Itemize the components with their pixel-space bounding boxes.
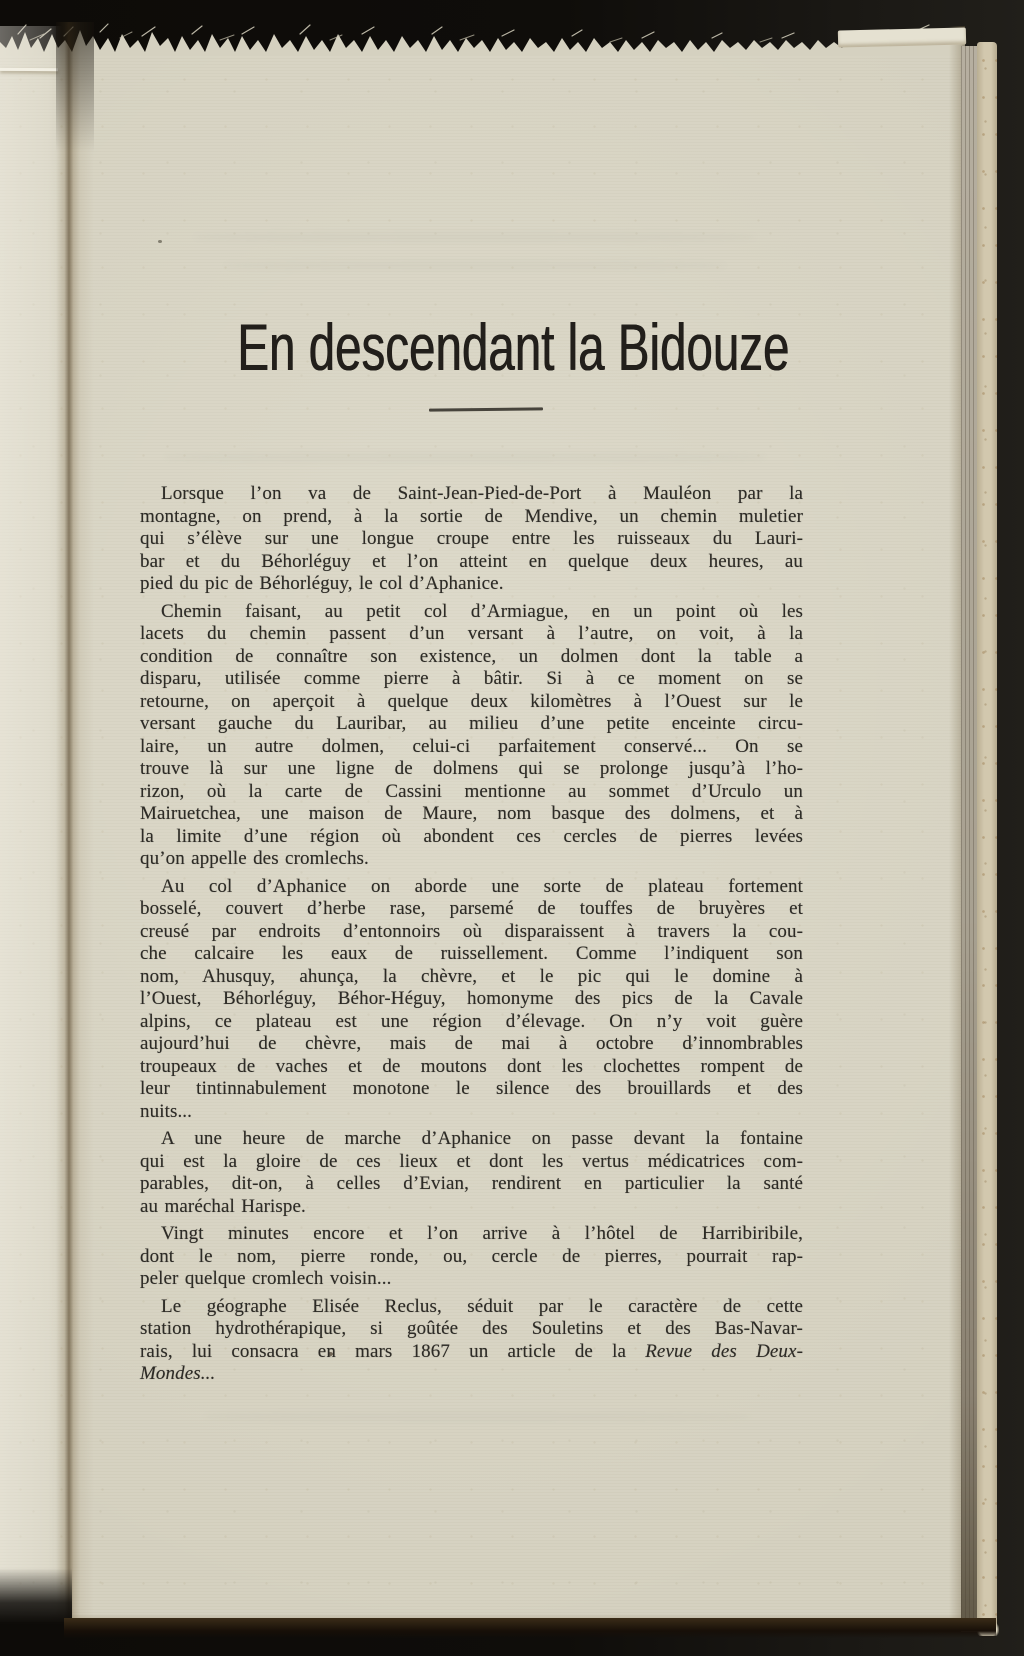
text-line <box>140 1151 803 1174</box>
text-line <box>140 758 803 781</box>
facing-page-crease <box>0 68 58 71</box>
text-segment: qui s’élève sur une longue croupe entre les ruisseaux du Lauri- <box>140 528 803 549</box>
text-line <box>140 966 803 989</box>
text-line <box>140 1341 803 1364</box>
page-behind-corner <box>838 27 966 47</box>
text-segment: station hydrothérapique, si goûtée des Souletins et des Bas-Navar- <box>140 1318 803 1339</box>
text-line <box>140 601 803 624</box>
text-segment: nuits... <box>140 1100 193 1122</box>
bottom-left-shadow <box>0 1568 72 1624</box>
text-line <box>140 623 803 646</box>
page-bottom-rim-shadow <box>64 1618 996 1638</box>
italic-text-segment: Mondes... <box>140 1363 216 1384</box>
text-segment: parables, dit-on, à celles d’Evian, rendirent en particulier la santé <box>140 1173 803 1194</box>
paragraph <box>140 601 803 871</box>
text-line <box>140 848 803 871</box>
text-line <box>140 1173 803 1196</box>
text-line <box>140 1318 803 1341</box>
text-line <box>140 506 803 529</box>
text-segment: Le géographe Elisée Reclus, séduit par le caractère de cette <box>161 1295 803 1317</box>
text-line <box>140 898 803 921</box>
page-content <box>140 56 804 1386</box>
text-segment: Mairuetchea, une maison de Maure, nom basque des dolmens, et à <box>140 803 803 824</box>
text-segment: Lorsque l’on va de Saint-Jean-Pied-de-Port à Mauléon par la <box>161 483 803 504</box>
text-segment: leur tintinnabulement monotone le silence des brouillards et des <box>140 1078 803 1099</box>
text-segment: A une heure de marche d’Aphanice on passe devant la fontaine <box>161 1128 803 1149</box>
text-segment: che calcaire les eaux de ruissellement. Comme l’indiquent son <box>140 943 803 964</box>
text-segment: peler quelque cromlech voisin... <box>140 1268 392 1289</box>
page-block-fore-edge-inner <box>961 46 978 1632</box>
text-line <box>140 573 803 596</box>
text-segment: retourne, on aperçoit à quelque deux kilomètres à l’Ouest sur le <box>140 690 803 712</box>
text-segment: alpins, ce plateau est une région d’élevage. On n’y voit guère <box>140 1010 803 1032</box>
text-segment: Chemin faisant, au petit col d’Armiague, en un point où les <box>161 600 803 622</box>
text-line <box>140 1196 803 1219</box>
text-segment: nom, Ahusquy, ahunça, la chèvre, et le pic qui le domine à <box>140 965 803 987</box>
text-line <box>140 826 803 849</box>
text-line <box>140 988 803 1011</box>
text-segment: lacets du chemin passent d’un versant à l’autre, on voit, à la <box>140 623 803 644</box>
text-line <box>140 551 803 574</box>
gutter-shadow <box>56 22 94 1622</box>
torn-paper-edge-top <box>0 22 965 56</box>
text-segment: qui est la gloire de ces lieux et dont les vertus médicatrices com- <box>140 1150 803 1172</box>
text-line <box>140 1363 803 1386</box>
page-title <box>130 310 804 384</box>
text-line <box>140 691 803 714</box>
text-line <box>140 781 803 804</box>
showthrough-smudge <box>205 1412 750 1421</box>
text-segment: disparu, utilisée comme pierre à bâtir. Si à ce moment on se <box>140 668 803 689</box>
text-line <box>140 1268 803 1291</box>
facing-page-surface <box>0 26 62 1622</box>
page-block-fore-edge-outer <box>977 42 997 1634</box>
text-segment: la limite d’une région où abondent ces cercles de pierres levées <box>140 825 803 847</box>
text-line <box>140 713 803 736</box>
text-segment: qu’on appelle des cromlechs. <box>140 848 369 869</box>
text-segment: l’Ouest, Béhorléguy, Béhor-Héguy, homonyme des pics de la Cavale <box>140 988 803 1009</box>
text-segment: pied du pic de Béhorléguy, le col d’Aphanice. <box>140 573 504 594</box>
text-line <box>140 1128 803 1151</box>
title-divider-rule <box>429 407 543 411</box>
text-line <box>140 943 803 966</box>
page-title-text: En descendant la Bidouze <box>237 310 790 384</box>
text-line <box>140 1078 803 1101</box>
text-segment: bosselé, couvert d’herbe rase, parsemé de touffes de bruyères et <box>140 898 803 919</box>
paragraph <box>140 483 803 596</box>
paragraph <box>140 1296 803 1386</box>
text-line <box>140 921 803 944</box>
paragraph <box>140 876 803 1124</box>
text-segment: Au col d’Aphanice on aborde une sorte de plateau fortement <box>161 875 803 897</box>
text-line <box>140 483 803 506</box>
book-page <box>0 56 965 1622</box>
text-segment: condition de connaître son existence, un dolmen dont la table a <box>140 645 803 667</box>
text-segment: trouve là sur une ligne de dolmens qui se prolonge jusqu’à l’ho- <box>140 758 803 779</box>
paragraph <box>140 1128 803 1218</box>
text-line <box>140 1056 803 1079</box>
text-segment: dont le nom, pierre ronde, ou, cercle de pierres, pourrait rap- <box>140 1245 803 1267</box>
text-segment: troupeaux de vaches et de moutons dont les clochettes rompent de <box>140 1055 803 1077</box>
text-segment: versant gauche du Lauribar, au milieu d’une petite enceinte circu- <box>140 713 803 734</box>
text-line <box>140 1101 803 1124</box>
text-segment: rizon, où la carte de Cassini mentionne au sommet d’Urculo un <box>140 780 803 802</box>
text-segment: Vingt minutes encore et l’on arrive à l’hôtel de Harribiribile, <box>161 1223 803 1244</box>
text-line <box>140 528 803 551</box>
text-line <box>140 1296 803 1319</box>
body-text <box>140 483 803 1386</box>
italic-text-segment: Revue des Deux- <box>645 1340 803 1362</box>
text-segment: au maréchal Harispe. <box>140 1195 306 1217</box>
text-segment: rais, lui consacra en mars 1867 un article de la <box>140 1340 646 1362</box>
text-line <box>140 1011 803 1034</box>
text-segment: aujourd’hui de chèvre, mais de mai à octobre d’innombrables <box>140 1033 803 1054</box>
text-segment: bar et du Béhorléguy et l’on atteint en quelque deux heures, au <box>140 550 803 572</box>
text-line <box>140 668 803 691</box>
text-line <box>140 876 803 899</box>
text-line <box>140 1246 803 1269</box>
text-segment: laire, un autre dolmen, celui-ci parfaitement conservé... On se <box>140 735 803 757</box>
text-segment: montagne, on prend, à la sortie de Mendive, un chemin muletier <box>140 505 803 527</box>
paragraph <box>140 1223 803 1291</box>
text-segment: creusé par endroits d’entonnoirs où disparaissent à travers la cou- <box>140 920 803 942</box>
text-line <box>140 646 803 669</box>
text-line <box>140 1223 803 1246</box>
text-line <box>140 1033 803 1056</box>
text-line <box>140 803 803 826</box>
text-line <box>140 736 803 759</box>
